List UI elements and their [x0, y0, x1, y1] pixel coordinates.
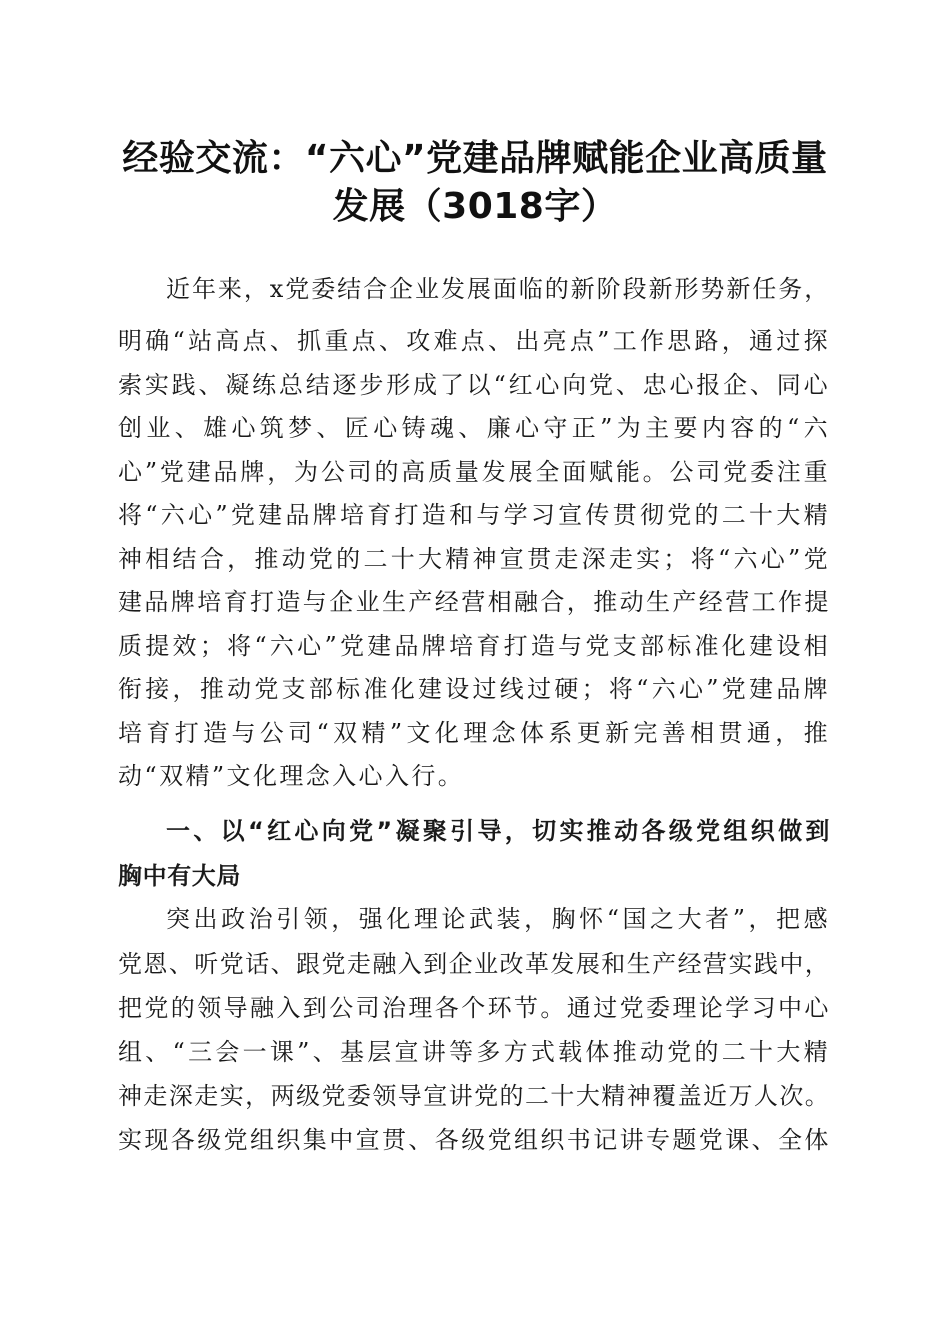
- paragraph-2-line-1: 突出政治引领，强化理论武装，胸怀“国之大者”，把感: [166, 905, 830, 933]
- paragraph-2-line-2: 党恩、听党话、跟党走融入到企业改革发展和生产经营实践中，: [118, 950, 830, 978]
- paragraph-1-line-4: 创业、雄心筑梦、匠心铸魂、廉心守正”为主要内容的“六: [118, 414, 830, 442]
- paragraph-2-line-6: 实现各级党组织集中宣贯、各级党组织书记讲专题党课、全体: [118, 1126, 831, 1154]
- paragraph-2-line-3: 把党的领导融入到公司治理各个环节。通过党委理论学习中心: [118, 994, 831, 1022]
- paragraph-1-line-9: 质提效；将“六心”党建品牌培育打造与党支部标准化建设相: [118, 631, 830, 660]
- paragraph-1-line-7: 神相结合，推动党的二十大精神宣贯走深走实；将“六心”党: [118, 544, 830, 573]
- paragraph-1-line-5: 心”党建品牌，为公司的高质量发展全面赋能。公司党委注重: [118, 457, 830, 486]
- paragraph-1-line-11: 培育打造与公司“双精”文化理念体系更新完善相贯通，推: [118, 718, 830, 747]
- paragraph-2-line-5: 神走深走实，两级党委领导宣讲党的二十大精神覆盖近万人次。: [118, 1082, 830, 1110]
- paragraph-1-line-2: 明确“站高点、抓重点、攻难点、出亮点”工作思路，通过探: [118, 327, 830, 355]
- paragraph-2-line-4: 组、“三会一课”、基层宣讲等多方式载体推动党的二十大精: [118, 1038, 830, 1066]
- document-title-line-2: 发展（3018字）: [332, 186, 618, 227]
- section-heading-1-line-1: 一、以“红心向党”凝聚引导，切实推动各级党组织做到: [166, 817, 830, 845]
- paragraph-1-line-1: 近年来，x党委结合企业发展面临的新阶段新形势新任务，: [166, 275, 830, 303]
- document-title-line-1: 经验交流：“六心”党建品牌赋能企业高质量: [122, 138, 828, 179]
- paragraph-1-line-8: 建品牌培育打造与企业生产经营相融合，推动生产经营工作提: [118, 588, 831, 616]
- paragraph-1-line-3: 索实践、凝练总结逐步形成了以“红心向党、忠心报企、同心: [118, 370, 830, 399]
- paragraph-1-line-12: 动“双精”文化理念入心入行。: [118, 762, 465, 790]
- section-heading-1-line-2: 胸中有大局: [118, 862, 241, 890]
- paragraph-1-line-10: 衔接，推动党支部标准化建设过线过硬；将“六心”党建品牌: [118, 675, 830, 703]
- paragraph-1-line-6: 将“六心”党建品牌培育打造和与学习宣传贯彻党的二十大精: [118, 501, 830, 529]
